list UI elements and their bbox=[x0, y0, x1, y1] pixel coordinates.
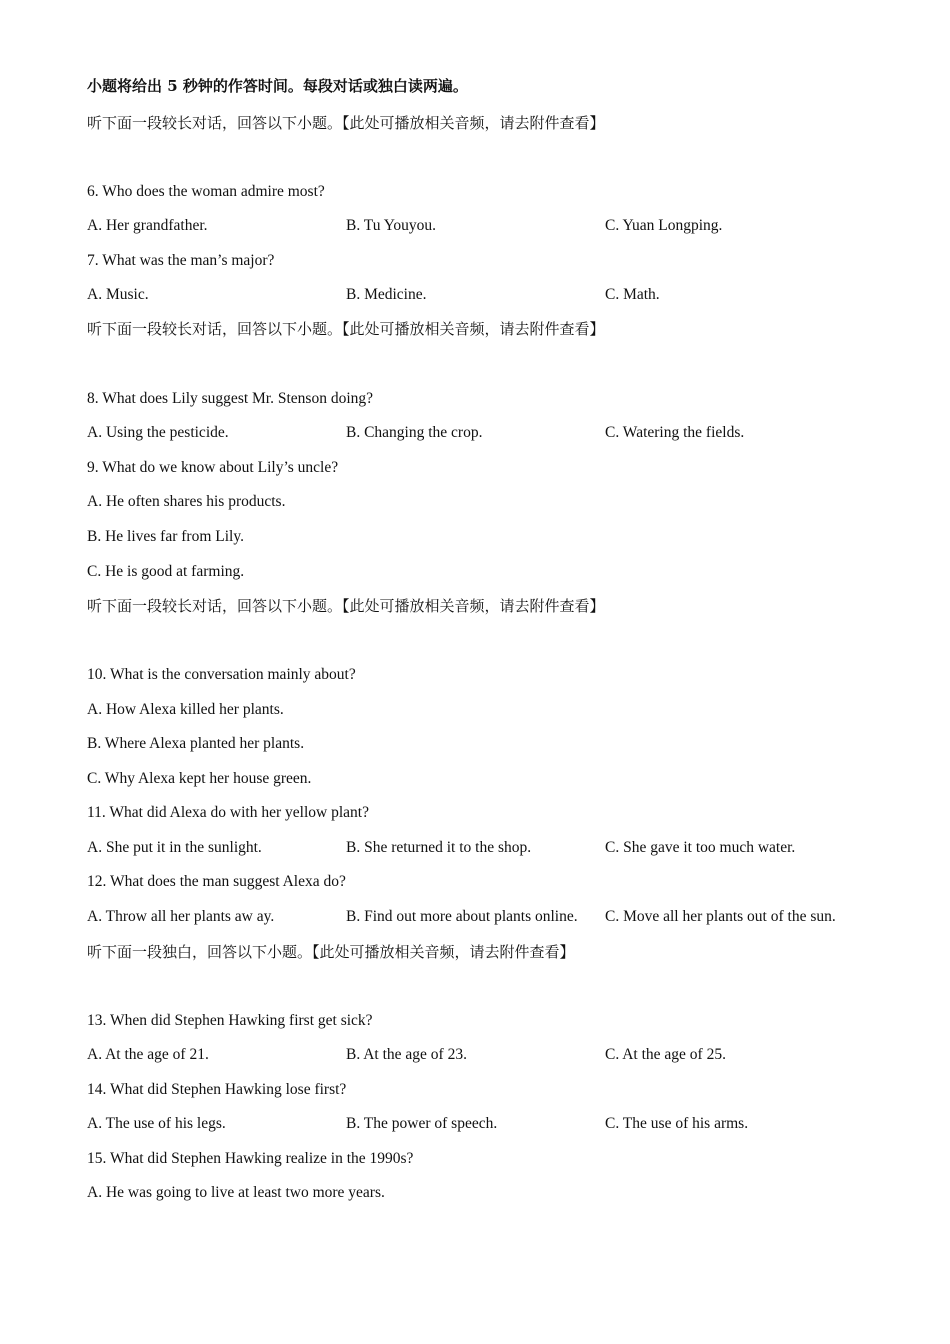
question-14-option-a: A. The use of his legs. bbox=[87, 1115, 226, 1132]
section-header-long-dialogue: 听下面一段较长对话，回答以下小题。【此处可播放相关音频，请去附件查看】 bbox=[87, 597, 605, 615]
question-6-option-c: C. Yuan Longping. bbox=[605, 217, 723, 234]
question-10-option-a: A. How Alexa killed her plants. bbox=[87, 701, 284, 718]
question-6-stem: 6. Who does the woman admire most? bbox=[87, 183, 325, 200]
question-12-option-a: A. Throw all her plants aw ay. bbox=[87, 908, 275, 925]
question-7-option-b: B. Medicine. bbox=[346, 286, 427, 303]
question-8-option-a: A. Using the pesticide. bbox=[87, 424, 229, 441]
section-header-long-dialogue: 听下面一段较长对话，回答以下小题。【此处可播放相关音频，请去附件查看】 bbox=[87, 320, 605, 338]
question-9-option-b: B. He lives far from Lily. bbox=[87, 528, 244, 545]
question-14-stem: 14. What did Stephen Hawking lose first? bbox=[87, 1081, 347, 1098]
question-8-option-b: B. Changing the crop. bbox=[346, 424, 483, 441]
question-12-option-b: B. Find out more about plants online. bbox=[346, 908, 578, 925]
instructions-intro: 小题将给出 5 秒钟的作答时间。每段对话或独白读两遍。 bbox=[87, 77, 468, 95]
question-7-stem: 7. What was the man’s major? bbox=[87, 252, 275, 269]
question-9-stem: 9. What do we know about Lily’s uncle? bbox=[87, 459, 339, 476]
question-8-option-c: C. Watering the fields. bbox=[605, 424, 745, 441]
question-15-stem: 15. What did Stephen Hawking realize in the 1990s? bbox=[87, 1150, 414, 1167]
question-14-option-b: B. The power of speech. bbox=[346, 1115, 498, 1132]
question-10-option-b: B. Where Alexa planted her plants. bbox=[87, 735, 305, 752]
question-13-option-c: C. At the age of 25. bbox=[605, 1046, 726, 1063]
question-6-option-b: B. Tu Youyou. bbox=[346, 217, 437, 234]
question-9-option-a: A. He often shares his products. bbox=[87, 493, 286, 510]
question-11-option-c: C. She gave it too much water. bbox=[605, 839, 796, 856]
question-7-option-a: A. Music. bbox=[87, 286, 149, 303]
question-12-option-c: C. Move all her plants out of the sun. bbox=[605, 908, 836, 925]
question-14-option-c: C. The use of his arms. bbox=[605, 1115, 749, 1132]
question-12-stem: 12. What does the man suggest Alexa do? bbox=[87, 873, 346, 890]
question-13-stem: 13. When did Stephen Hawking first get sick? bbox=[87, 1012, 373, 1029]
section-header-long-dialogue: 听下面一段较长对话，回答以下小题。【此处可播放相关音频，请去附件查看】 bbox=[87, 114, 605, 132]
question-9-option-c: C. He is good at farming. bbox=[87, 563, 245, 580]
question-11-option-a: A. She put it in the sunlight. bbox=[87, 839, 262, 856]
question-11-option-b: B. She returned it to the shop. bbox=[346, 839, 532, 856]
question-13-option-a: A. At the age of 21. bbox=[87, 1046, 209, 1063]
question-10-stem: 10. What is the conversation mainly about? bbox=[87, 666, 356, 683]
question-6-option-a: A. Her grandfather. bbox=[87, 217, 208, 234]
section-header-monologue: 听下面一段独白，回答以下小题。【此处可播放相关音频，请去附件查看】 bbox=[87, 943, 575, 961]
question-15-option-a: A. He was going to live at least two more years. bbox=[87, 1184, 385, 1201]
question-7-option-c: C. Math. bbox=[605, 286, 660, 303]
question-11-stem: 11. What did Alexa do with her yellow plant? bbox=[87, 804, 369, 821]
question-8-stem: 8. What does Lily suggest Mr. Stenson doing? bbox=[87, 390, 374, 407]
question-13-option-b: B. At the age of 23. bbox=[346, 1046, 467, 1063]
question-10-option-c: C. Why Alexa kept her house green. bbox=[87, 770, 312, 787]
